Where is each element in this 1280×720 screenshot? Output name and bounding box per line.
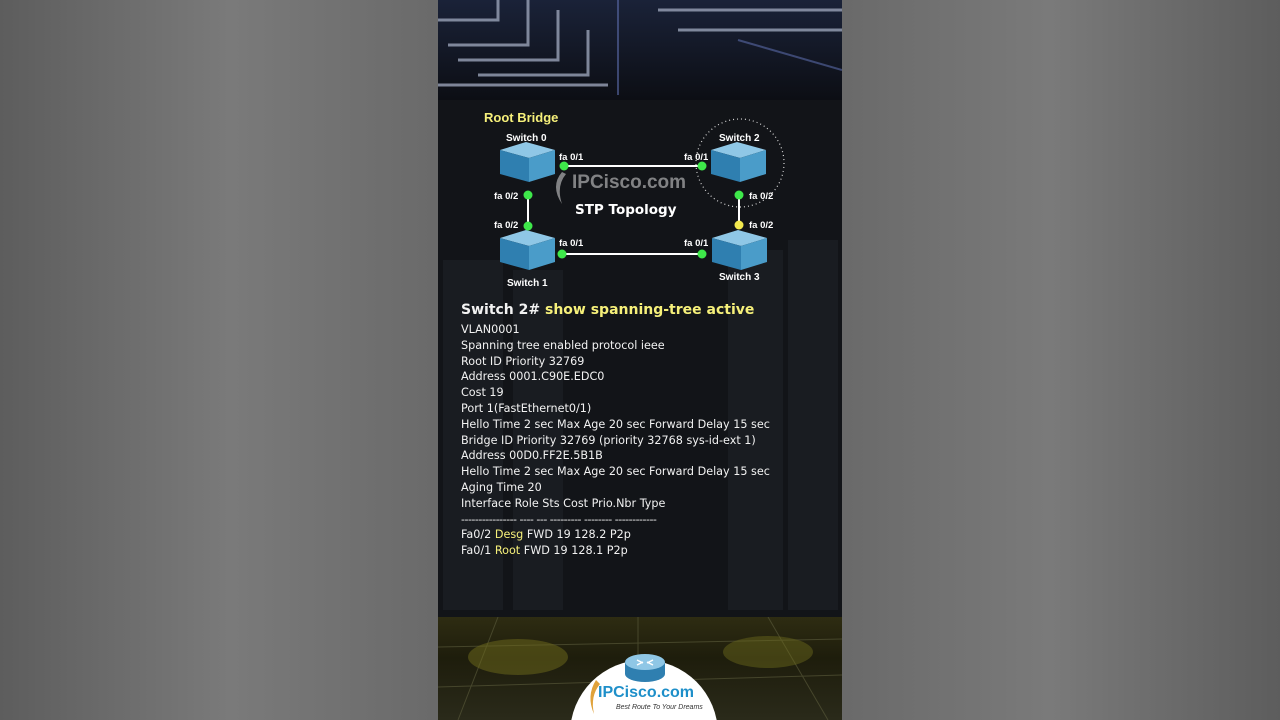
row-role: Desg [494,528,524,542]
switch-1-label: Switch 1 [507,278,548,289]
table-row [461,543,831,559]
port-label: fa 0/2 [494,191,519,202]
row-details: FWD 19 128.2 P2p [526,528,631,542]
watermark-text: IPCisco.com [572,172,687,193]
output-line: Interface Role Sts Cost Prio.Nbr Type [461,496,666,510]
output-line: Hello Time 2 sec Max Age 20 sec Forward Delay 15 sec [461,465,770,479]
switch-3-label: Switch 3 [719,272,760,283]
port-forwarding-dot [558,250,567,259]
command-line [461,302,831,318]
root-bridge-label: Root Bridge [484,110,559,125]
switch-icon [500,230,555,270]
output-line: Port 1(FastEthernet0/1) [461,401,592,415]
cli-command: show spanning-tree active [545,302,755,318]
output-line: Spanning tree enabled protocol ieee [461,338,665,352]
port-label: fa 0/2 [749,220,774,231]
port-label: fa 0/1 [684,238,709,249]
output-line: Cost 19 [461,386,504,400]
output-line: Address 0001.C90E.EDC0 [461,370,605,384]
switch-icon [711,142,766,182]
cli-prompt: Switch 2# [461,302,541,318]
port-forwarding-dot [698,250,707,259]
port-label: fa 0/2 [494,220,519,231]
row-role: Root [494,544,521,558]
content-panel [438,0,842,720]
port-forwarding-dot [735,191,744,200]
switch-2-label: Switch 2 [719,133,760,144]
switch-0-label: Switch 0 [506,133,547,144]
port-label: fa 0/1 [684,152,709,163]
table-separator: ---------------- ---- --- --------- -------- ------------ [461,512,657,526]
switch-icon [712,230,767,270]
port-label: fa 0/1 [559,152,584,163]
port-label: fa 0/2 [749,191,774,202]
table-row [461,527,831,543]
router-icon [624,650,666,684]
port-forwarding-dot [524,191,533,200]
output-line: VLAN0001 [461,323,520,336]
output-line: Root ID Priority 32769 [461,354,585,368]
row-interface: Fa0/2 [461,528,492,542]
logo-tagline: Best Route To Your Dreams [616,704,703,711]
output-line: Hello Time 2 sec Max Age 20 sec Forward Delay 15 sec [461,417,770,431]
cli-output [461,302,831,559]
port-blocking-dot [735,221,744,230]
port-forwarding-dot [524,222,533,231]
logo-text: IPCisco.com [598,684,695,701]
water-drop-icon [556,172,566,204]
watermark-logo [556,172,686,204]
diagram-title: STP Topology [575,202,677,218]
stp-topology-diagram [438,0,842,300]
row-interface: Fa0/1 [461,544,492,558]
output-line: Aging Time 20 [461,480,542,494]
output-line: Bridge ID Priority 32769 (priority 32768 sys-id-ext 1) [461,433,756,447]
port-label: fa 0/1 [559,238,584,249]
row-details: FWD 19 128.1 P2p [523,544,628,558]
switch-icon [500,142,555,182]
output-line: Address 00D0.FF2E.5B1B [461,449,603,463]
